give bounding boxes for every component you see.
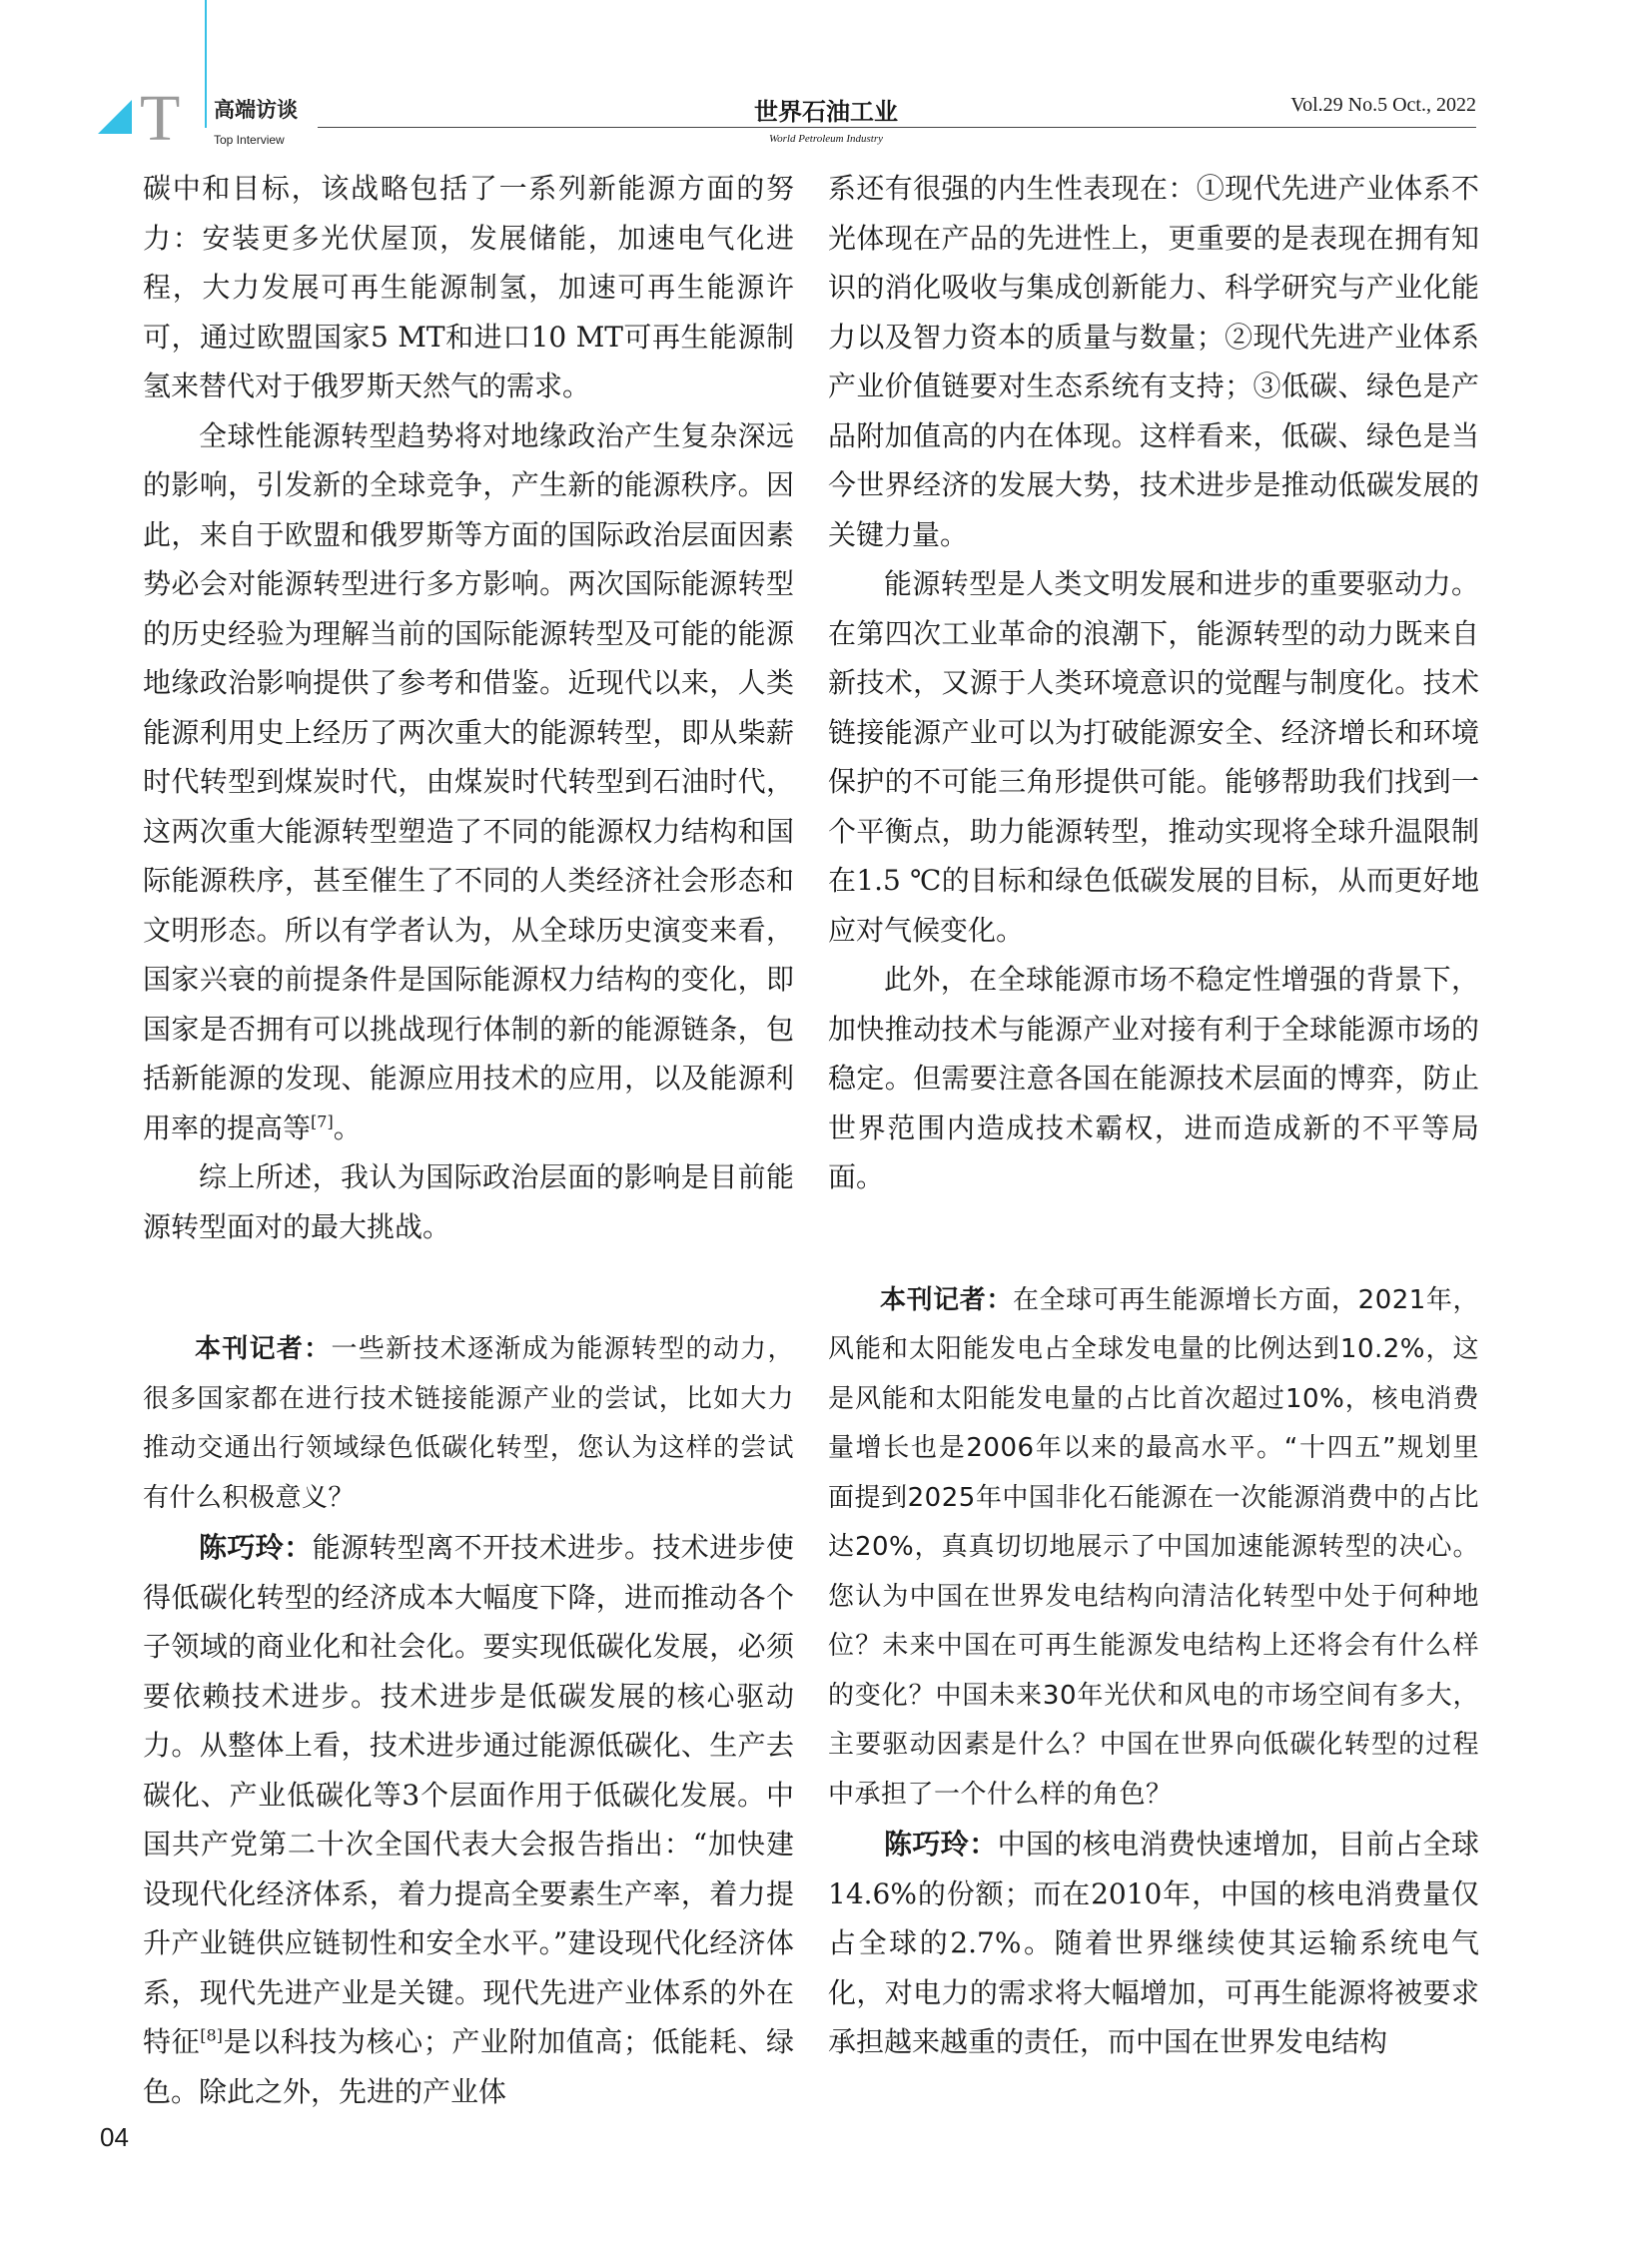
section-title-cn: 高端访谈 — [214, 98, 298, 122]
question-text: 一些新技术逐渐成为能源转型的动力，很多国家都在进行技术链接能源产业的尝试，比如大力推动交通出行领域绿色低碳化转型，您认为这样的尝试有什么积极意义？ — [143, 1334, 794, 1513]
journal-title: 世界石油工业 — [754, 98, 898, 126]
question-text: 在全球可再生能源增长方面，2021年，风能和太阳能发电占全球发电量的比例达到10.2%，这是风能和太阳能发电量的占比首次超过10%，核电消费量增长也是2006年以来的最高水平。“十四五”规划里面提到2025年中国非化石能源在一次能源消费中的占比达20%，真真切切地展示了中国加速能源转型的决心。您认为中国在世界发电结构向清洁化转型中处于何种地位？未来中国在可再生能源发电结构上还将会有什么样的变化？中国未来30年光伏和风电的市场空间有多大，主要驱动因素是什么？中国在世界向低碳化转型的过程中承担了一个什么样的角色？ — [828, 1284, 1479, 1810]
interviewee-answer — [143, 1523, 794, 2116]
journal-title-en: World Petroleum Industry — [768, 133, 884, 145]
paragraph-text: 全球性能源转型趋势将对地缘政治产生复杂深远的影响，引发新的全球竞争，产生新的能源秩序。因此，来自于欧盟和俄罗斯等方面的国际政治层面因素势必会对能源转型进行多方影响。两次国际能源转型的历史经验为理解当前的国际能源转型及可能的能源地缘政治影响提供了参考和借鉴。近现代以来，人类能源利用史上经历了两次重大的能源转型，即从柴薪时代转型到煤炭时代，由煤炭时代转型到石油时代，这两次重大能源转型塑造了不同的能源权力结构和国际能源秩序，甚至催生了不同的人类经济社会形态和文明形态。所以有学者认为，从全球历史演变来看，国家兴衰的前提条件是国际能源权力结构的变化，即国家是否拥有可以挑战现行体制的新的能源链条，包括新能源的发现、能源应用技术的应用，以及能源利用率的提高等 — [143, 418, 794, 1144]
paragraph — [143, 411, 794, 1153]
interviewer-question — [828, 1276, 1479, 1821]
paragraph: 能源转型是人类文明发展和进步的重要驱动力。在第四次工业革命的浪潮下，能源转型的动力既来自新技术，又源于人类环境意识的觉醒与制度化。技术链接能源产业可以为打破能源安全、经济增长和环境保护的不可能三角形提供可能。能够帮助我们找到一个平衡点，助力能源转型，推动实现将全球升温限制在1.5 ℃的目标和绿色低碳发展的目标，从而更好地应对气候变化。 — [828, 567, 1479, 947]
answer-text: 中国的核电消费快速增加，目前占全球14.6%的份额；而在2010年，中国的核电消费量仅占全球的2.7%。随着世界继续使其运输系统电气化，对电力的需求将大幅增加，可再生能源将被要求承担越来越重的责任，而中国在世界发电结构 — [828, 1828, 1479, 2058]
answer-text: 能源转型离不开技术进步。技术进步使得低碳化转型的经济成本大幅度下降，进而推动各个子领域的商业化和社会化。要实现低碳化发展，必须要依赖技术进步。技术进步是低碳发展的核心驱动力。从整体上看，技术进步通过能源低碳化、生产去碳化、产业低碳化等3个层面作用于低碳化发展。中国共产党第二十次全国代表大会报告指出：“加快建设现代化经济体系，着力提高全要素生产率，着力提升产业链供应链韧性和安全水平。”建设现代化经济体系，现代先进产业是关键。现代先进产业体系的外在特征 — [143, 1531, 794, 2058]
interviewee-label: 陈巧玲： — [199, 1531, 313, 1564]
interviewee-answer — [828, 1820, 1479, 2067]
citation-ref: [7] — [311, 1112, 334, 1131]
interviewer-label: 本刊记者： — [880, 1284, 1013, 1315]
paragraph: 综上所述，我认为国际政治层面的影响是目前能源转型面对的最大挑战。 — [143, 1160, 794, 1243]
paragraph: 系还有很强的内生性表现在：①现代先进产业体系不光体现在产品的先进性上，更重要的是表现在拥有知识的消化吸收与集成创新能力、科学研究与产业化能力以及智力资本的质量与数量；②现代先进产业体系产业价值链要对生态系统有支持；③低碳、绿色是产品附加值高的内在体现。这样看来，低碳、绿色是当今世界经济的发展大势，技术进步是推动低碳发展的关键力量。 — [828, 172, 1479, 551]
answer-text: 是以科技为核心；产业附加值高；低能耗、绿色。除此之外，先进的产业体 — [143, 2025, 794, 2108]
issue-info: Vol.29 No.5 Oct., 2022 — [1290, 94, 1476, 116]
paragraph: 此外，在全球能源市场不稳定性增强的背景下，加快推动技术与能源产业对接有利于全球能源市场的稳定。但需要注意各国在能源技术层面的博弈，防止世界范围内造成技术霸权，进而造成新的不平等局面。 — [828, 963, 1479, 1193]
interviewer-question — [143, 1325, 794, 1523]
header-rule — [318, 127, 1476, 128]
interviewee-label: 陈巧玲： — [884, 1828, 998, 1861]
section-logo-letter: T — [140, 82, 181, 155]
interviewer-label: 本刊记者： — [195, 1334, 332, 1364]
section-title-en: Top Interview — [214, 133, 285, 147]
page-number: 04 — [100, 2122, 129, 2152]
paragraph: 碳中和目标，该战略包括了一系列新能源方面的努力：安装更多光伏屋顶，发展储能，加速电气化进程，大力发展可再生能源制氢，加速可再生能源许可，通过欧盟国家5 MT和进口10 MT可再生能源制氢来替代对于俄罗斯天然气的需求。 — [143, 172, 794, 402]
paragraph-text: 。 — [333, 1111, 362, 1144]
left-column — [143, 164, 794, 2116]
right-column — [828, 164, 1479, 2067]
citation-ref: [8] — [200, 2025, 223, 2045]
